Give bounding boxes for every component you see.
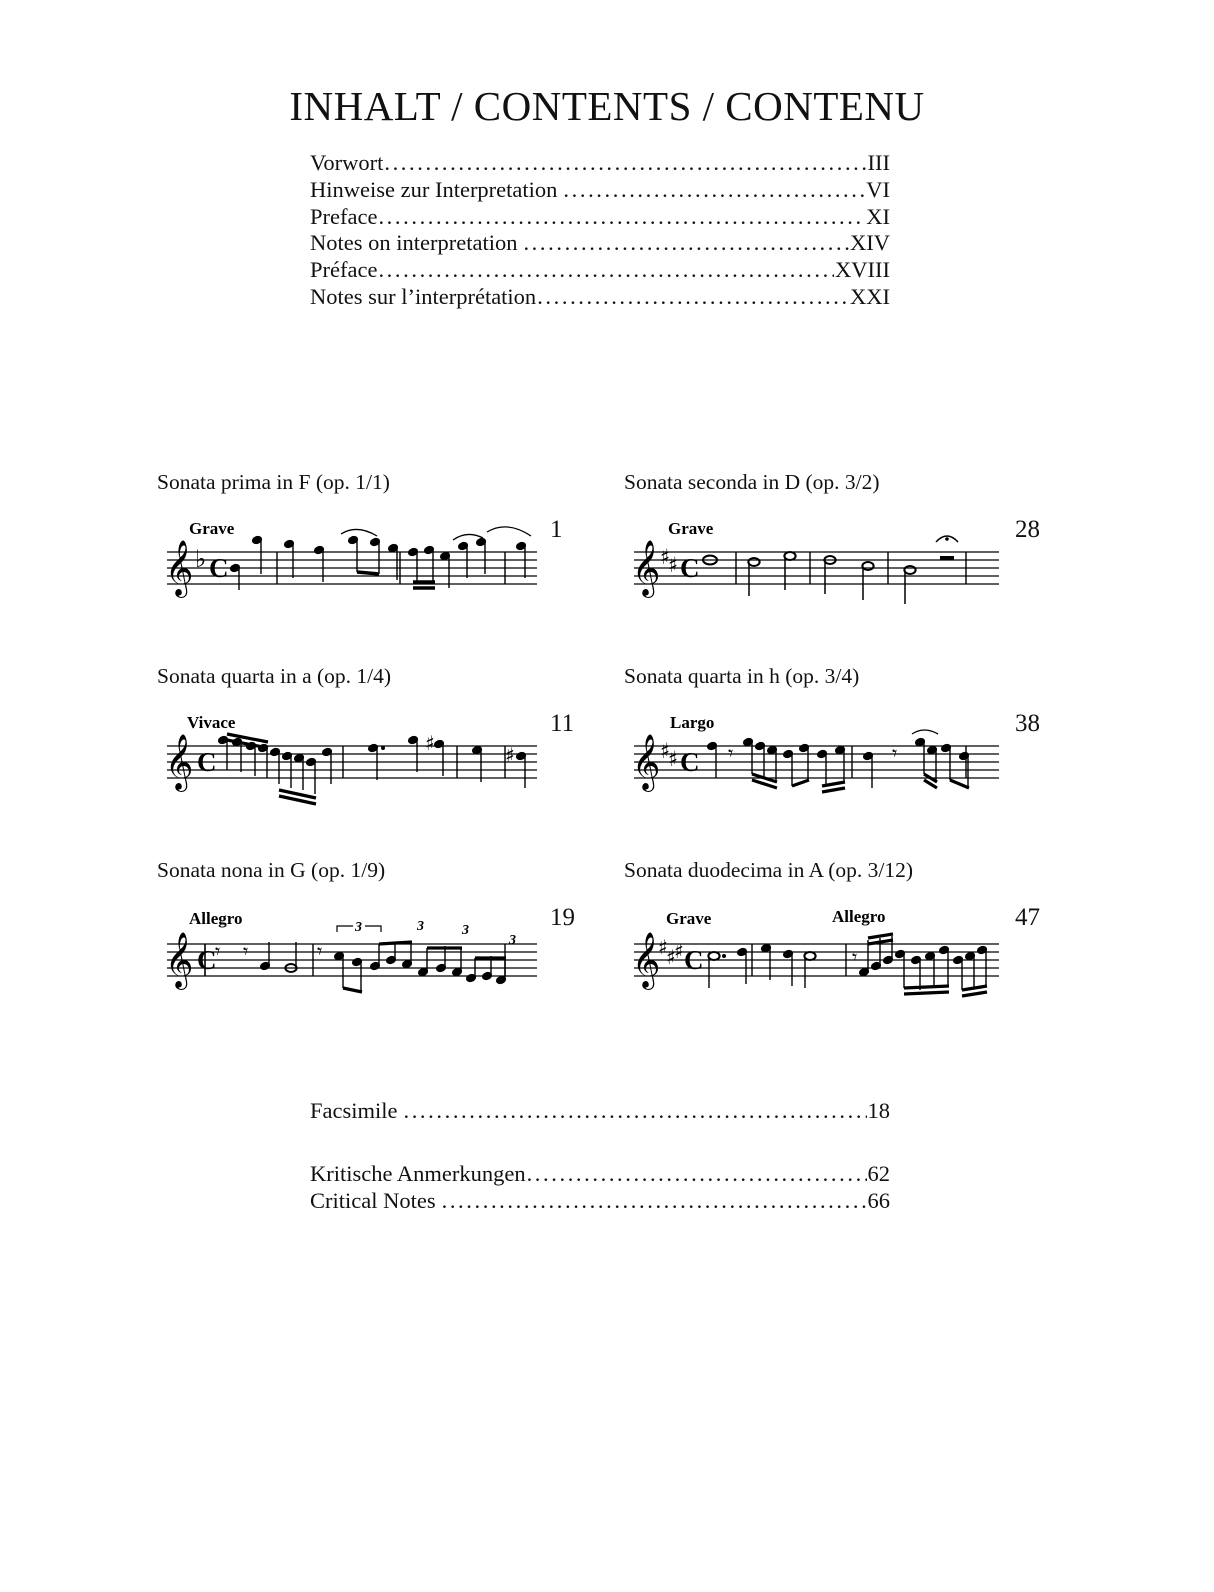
svg-text:3: 3 [355,920,362,935]
toc-entry-vorwort[interactable] [310,150,890,177]
music-notation-staff [624,706,1009,806]
work-entry-sonata-duodecima[interactable] [624,858,1064,1005]
svg-text:Grave: Grave [668,519,714,538]
toc-entry-critical-notes[interactable] [310,1188,890,1215]
svg-text:𝄞: 𝄞 [165,932,194,988]
back-matter-contents-list [310,1098,890,1214]
work-title: Sonata nona in G (op. 1/9) [157,858,386,882]
toc-dot-leader [563,177,865,204]
toc-entry-preface[interactable] [310,204,890,231]
toc-dot-leader [378,204,865,231]
svg-text:C: C [197,945,217,975]
work-title: Sonata quarta in a (op. 1/4) [157,664,392,688]
work-incipit [157,512,587,617]
work-incipit [624,900,1064,1005]
incipit-row-1 [0,470,1214,664]
music-notation-staff [157,512,547,612]
toc-entry-page: XIV [850,230,890,256]
svg-text:♯: ♯ [668,553,679,577]
work-entry-sonata-quarta-h[interactable] [624,664,1064,811]
svg-text:♯: ♯ [425,731,435,755]
toc-dot-leader [537,284,849,311]
svg-text:Grave: Grave [189,519,235,538]
svg-text:𝄞: 𝄞 [165,734,194,790]
toc-dot-leader [442,1188,867,1215]
toc-entry-hinweise-zur-interpretation[interactable] [310,177,890,204]
svg-text:𝄾: 𝄾 [317,939,323,963]
work-entry-sonata-quarta-a[interactable] [157,664,587,811]
music-notation-staff [624,512,1009,612]
toc-entry-label: Préface [310,257,378,283]
incipit-row-2 [0,664,1214,858]
toc-entry-label: Notes on interpretation [310,230,518,256]
toc-entry-label: Vorwort [310,150,384,175]
front-matter-contents-list [310,150,890,311]
work-page-number: 38 [1015,710,1040,737]
toc-entry-page: XI [866,203,890,229]
toc-entry-label: Preface [310,203,378,229]
toc-entry-notes-on-interpretation[interactable] [310,230,890,257]
work-incipit [157,900,587,1005]
toc-dot-leader [378,257,834,284]
toc-entry-page: 18 [867,1098,890,1123]
work-incipit [624,706,1064,811]
svg-text:Grave: Grave [666,909,712,928]
toc-entry-kritische-anmerkungen[interactable] [310,1161,890,1188]
svg-text:𝄞: 𝄞 [632,734,661,790]
svg-text:♯: ♯ [666,945,676,969]
work-title: Sonata quarta in h (op. 3/4) [624,664,860,688]
svg-text:3: 3 [417,919,424,934]
svg-text:3: 3 [509,933,516,948]
svg-text:𝄾: 𝄾 [243,939,249,963]
svg-text:C: C [680,747,700,777]
toc-entry-label: Hinweise zur Interpretation [310,176,558,202]
svg-text:C: C [209,553,229,583]
toc-entry-label: Kritische Anmerkungen [310,1160,526,1186]
page-title: INHALT / CONTENTS / CONTENU [289,83,925,129]
toc-entry-page: VI [866,176,890,202]
toc-entry-page: XVIII [835,257,890,283]
svg-text:3: 3 [462,923,469,938]
work-title: Sonata seconda in D (op. 3/2) [624,470,880,494]
works-incipit-grid [0,470,1214,1052]
svg-text:♯: ♯ [660,739,671,763]
work-incipit [624,512,1064,617]
toc-entry-label: Facsimile [310,1098,398,1123]
work-title: Sonata duodecima in A (op. 3/12) [624,858,914,882]
work-page-number: 11 [550,710,575,737]
toc-entry-page: III [867,150,890,175]
toc-entry-label: Critical Notes [310,1187,436,1213]
work-title: Sonata prima in F (op. 1/1) [157,470,390,494]
work-page-number: 19 [550,904,575,931]
svg-text:𝄾: 𝄾 [852,945,858,969]
svg-text:Largo: Largo [670,713,715,732]
svg-text:𝄞: 𝄞 [632,540,661,596]
svg-text:C: C [680,553,700,583]
toc-dot-leader [527,1161,867,1188]
toc-dot-leader [384,150,866,177]
toc-entry-facsimile[interactable] [310,1098,890,1125]
svg-text:♯: ♯ [660,545,671,569]
svg-text:𝄾: 𝄾 [215,939,221,963]
work-page-number: 28 [1015,516,1040,543]
music-notation-staff [157,900,547,1008]
svg-text:♯: ♯ [674,939,684,963]
section-spacer [310,1125,890,1161]
svg-text:Allegro: Allegro [832,907,886,926]
svg-text:Vivace: Vivace [187,713,236,732]
svg-text:𝄾: 𝄾 [892,741,898,765]
music-notation-staff [624,900,1009,1008]
work-entry-sonata-nona[interactable] [157,858,587,1005]
work-incipit [157,706,587,811]
svg-text:♭: ♭ [195,545,207,573]
svg-text:𝄾: 𝄾 [728,741,734,765]
svg-text:C: C [197,747,217,777]
toc-entry-notes-sur-linterpretation[interactable] [310,284,890,311]
svg-text:C: C [684,945,704,975]
toc-dot-leader [403,1098,866,1125]
toc-entry-preface-fr[interactable] [310,257,890,284]
svg-text:𝄞: 𝄞 [632,932,661,988]
svg-text:Allegro: Allegro [189,909,243,928]
svg-text:♯: ♯ [658,935,668,959]
toc-entry-page: XXI [850,283,890,309]
work-page-number: 1 [550,516,563,543]
toc-entry-page: 66 [867,1187,890,1213]
work-page-number: 47 [1015,904,1040,931]
svg-text:♯: ♯ [505,743,515,767]
toc-dot-leader [523,230,849,257]
toc-entry-page: 62 [867,1160,890,1186]
incipit-row-3 [0,858,1214,1052]
work-entry-sonata-prima[interactable] [157,470,587,617]
svg-text:𝄞: 𝄞 [165,540,194,596]
work-entry-sonata-seconda[interactable] [624,470,1064,617]
svg-text:♯: ♯ [668,747,679,771]
music-notation-staff [157,706,547,806]
toc-entry-label: Notes sur l’interprétation [310,283,537,309]
